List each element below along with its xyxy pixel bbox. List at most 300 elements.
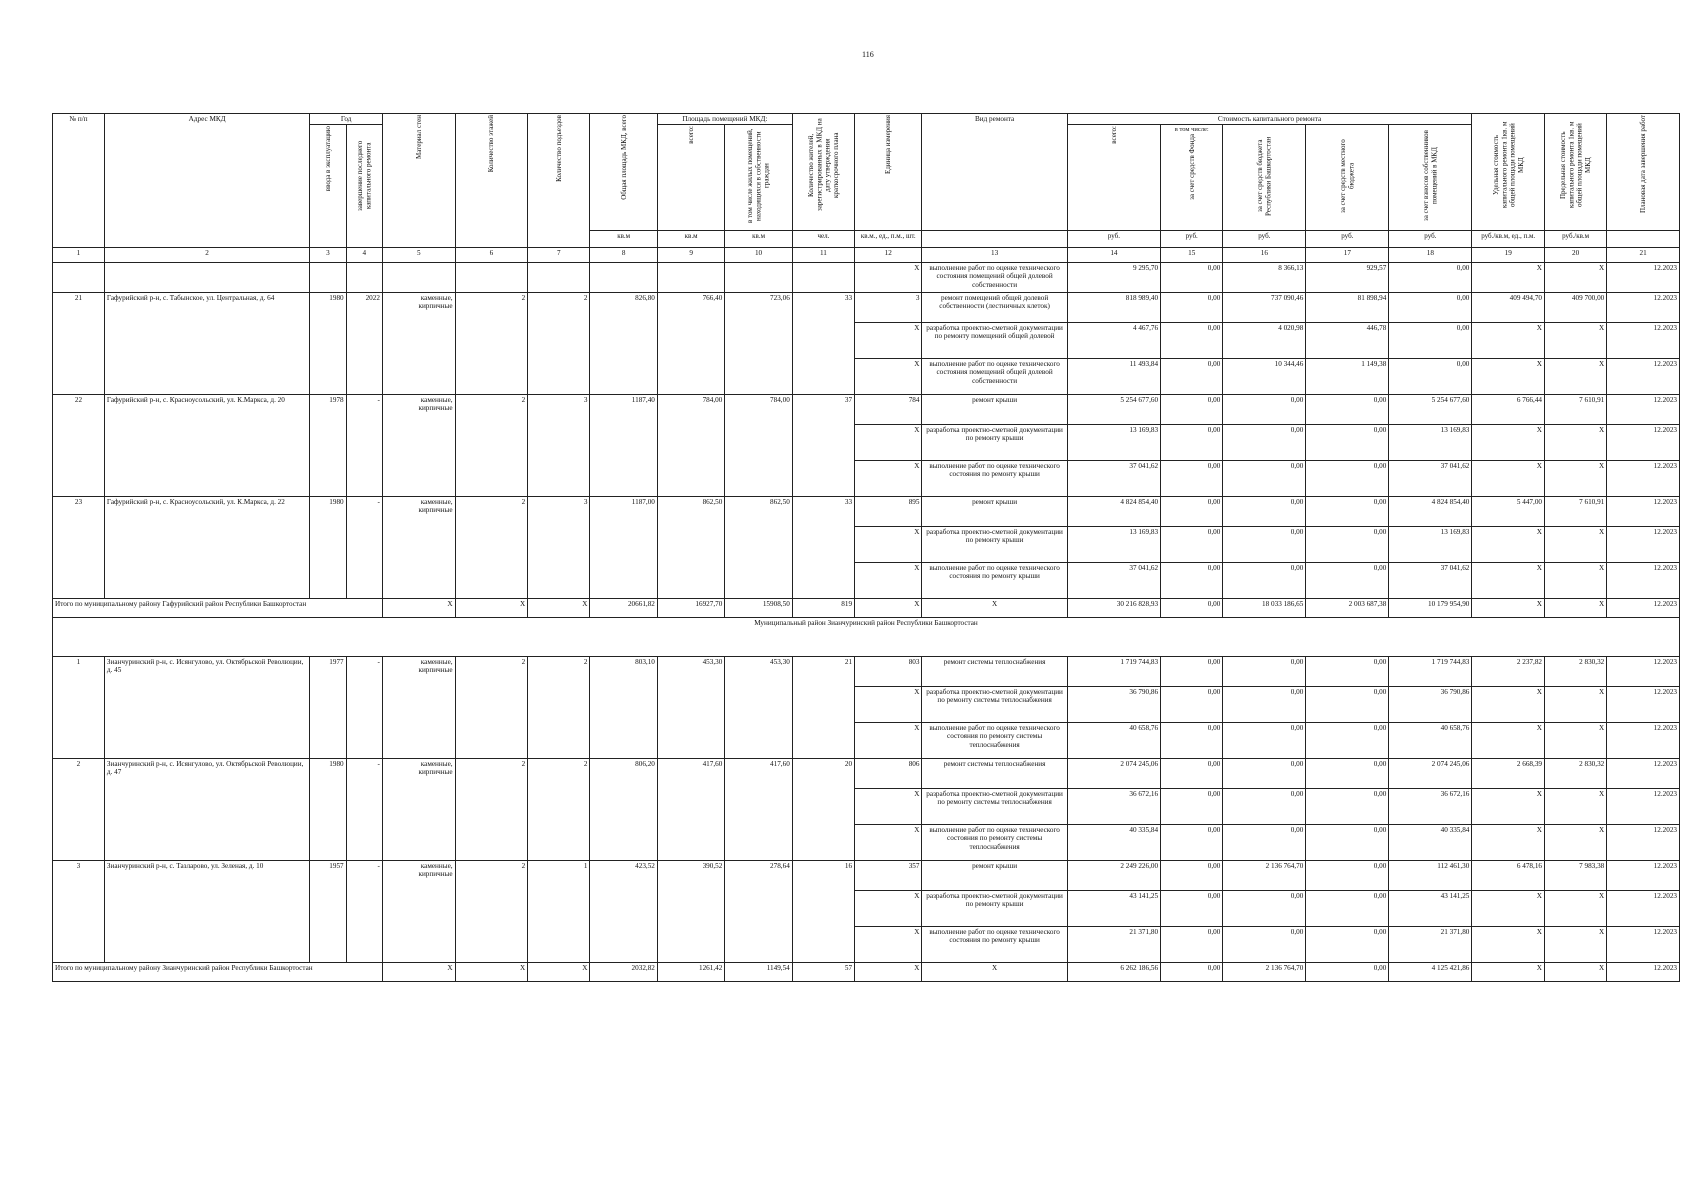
completion-date: 12.2023 bbox=[1607, 292, 1680, 322]
total-entrances: X bbox=[528, 598, 590, 617]
header-col20: Предельная стоимость капитального ремонта 1кв. м общей площади помещений МКД bbox=[1545, 114, 1607, 231]
address: Гафурийский р-н, с. Красноусольский, ул. К.Маркса, д. 20 bbox=[104, 394, 309, 496]
wall-material: каменные, кирпичные bbox=[382, 292, 455, 394]
work-kind: ремонт крыши bbox=[922, 860, 1067, 890]
work-unit: X bbox=[855, 262, 922, 292]
cost-fund: 0,00 bbox=[1161, 722, 1223, 758]
floors: 2 bbox=[455, 292, 528, 394]
residents: 16 bbox=[792, 860, 854, 962]
unit-cell: кв.м., ед., п.м., шт. bbox=[855, 230, 922, 247]
cost-owners: 36 790,86 bbox=[1389, 686, 1472, 722]
wall-material: каменные, кирпичные bbox=[382, 656, 455, 758]
address: Гафурийский р-н, с. Красноусольский, ул. К.Маркса, д. 22 bbox=[104, 496, 309, 598]
year-commissioned: 1957 bbox=[310, 860, 346, 962]
total-residents: 819 bbox=[792, 598, 854, 617]
residents: 20 bbox=[792, 758, 854, 860]
work-unit: 357 bbox=[855, 860, 922, 890]
cost-owners: 36 672,16 bbox=[1389, 788, 1472, 824]
total-fund: 0,00 bbox=[1161, 962, 1223, 981]
total-rb: 2 136 764,70 bbox=[1223, 962, 1306, 981]
work-kind: разработка проектно-сметной документации по ремонту помещений общей долевой bbox=[922, 322, 1067, 358]
header-col8: Общая площадь МКД, всего bbox=[590, 114, 657, 231]
cost-total: 5 254 677,60 bbox=[1067, 394, 1160, 424]
completion-date: 12.2023 bbox=[1607, 424, 1680, 460]
cost-total: 37 041,62 bbox=[1067, 562, 1160, 598]
specific-cost: 2 237,82 bbox=[1472, 656, 1545, 686]
column-number: 21 bbox=[1607, 247, 1680, 262]
limit-cost: X bbox=[1545, 460, 1607, 496]
cost-owners: 4 824 854,40 bbox=[1389, 496, 1472, 526]
area-rooms: 784,00 bbox=[657, 394, 724, 496]
column-number: 7 bbox=[528, 247, 590, 262]
work-kind: выполнение работ по оценке технического состояния по ремонту системы теплоснабжения bbox=[922, 824, 1067, 860]
work-unit: 784 bbox=[855, 394, 922, 424]
total-row bbox=[53, 962, 1680, 981]
work-kind: разработка проектно-сметной документации по ремонту крыши bbox=[922, 424, 1067, 460]
cost-owners: 21 371,80 bbox=[1389, 926, 1472, 962]
limit-cost: X bbox=[1545, 562, 1607, 598]
limit-cost: X bbox=[1545, 926, 1607, 962]
limit-cost: 2 830,32 bbox=[1545, 656, 1607, 686]
header-col7: Количество подъездов bbox=[528, 114, 590, 248]
unit-cell: кв.м bbox=[657, 230, 724, 247]
empty-cell bbox=[528, 262, 590, 292]
total-entrances: X bbox=[528, 962, 590, 981]
district-row bbox=[53, 617, 1680, 656]
cost-republic: 737 090,46 bbox=[1223, 292, 1306, 322]
total-owners: 10 179 954,90 bbox=[1389, 598, 1472, 617]
cost-owners: 13 169,83 bbox=[1389, 526, 1472, 562]
cost-local: 929,57 bbox=[1306, 262, 1389, 292]
area-rooms: 862,50 bbox=[657, 496, 724, 598]
area-living: 723,06 bbox=[725, 292, 792, 394]
work-unit: X bbox=[855, 890, 922, 926]
unit-cell: руб. bbox=[1161, 230, 1223, 247]
cost-total: 40 658,76 bbox=[1067, 722, 1160, 758]
specific-cost: X bbox=[1472, 890, 1545, 926]
year-last-repair: - bbox=[346, 860, 382, 962]
capital-repair-table bbox=[52, 113, 1680, 982]
cost-republic: 0,00 bbox=[1223, 890, 1306, 926]
row-number: 1 bbox=[53, 656, 105, 758]
completion-date: 12.2023 bbox=[1607, 686, 1680, 722]
header-area-group: Площадь помещений МКД: bbox=[657, 114, 792, 125]
work-kind: ремонт системы теплоснабжения bbox=[922, 656, 1067, 686]
cost-total: 2 249 226,00 bbox=[1067, 860, 1160, 890]
header-year-group: Год bbox=[310, 114, 383, 125]
total-material: X bbox=[382, 962, 455, 981]
total-spec: X bbox=[1472, 598, 1545, 617]
header-col17: за счет средств местного бюджета bbox=[1306, 125, 1389, 230]
total-area_rooms: 1261,42 bbox=[657, 962, 724, 981]
total-area_total: 20661,82 bbox=[590, 598, 657, 617]
cost-owners: 13 169,83 bbox=[1389, 424, 1472, 460]
column-number: 19 bbox=[1472, 247, 1545, 262]
wall-material: каменные, кирпичные bbox=[382, 758, 455, 860]
year-commissioned: 1980 bbox=[310, 292, 346, 394]
entrances: 2 bbox=[528, 292, 590, 394]
header-col9: всего: bbox=[657, 125, 724, 230]
cost-republic: 0,00 bbox=[1223, 722, 1306, 758]
header-col5: Материал стен bbox=[382, 114, 455, 248]
cost-total: 21 371,80 bbox=[1067, 926, 1160, 962]
total-spec: X bbox=[1472, 962, 1545, 981]
cost-local: 0,00 bbox=[1306, 758, 1389, 788]
cost-total: 2 074 245,06 bbox=[1067, 758, 1160, 788]
column-number: 10 bbox=[725, 247, 792, 262]
column-number: 6 bbox=[455, 247, 528, 262]
cost-total: 9 295,70 bbox=[1067, 262, 1160, 292]
cost-fund: 0,00 bbox=[1161, 424, 1223, 460]
cost-fund: 0,00 bbox=[1161, 788, 1223, 824]
limit-cost: 7 610,91 bbox=[1545, 496, 1607, 526]
unit-cell bbox=[1607, 230, 1680, 247]
specific-cost: X bbox=[1472, 460, 1545, 496]
completion-date: 12.2023 bbox=[1607, 656, 1680, 686]
completion-date: 12.2023 bbox=[1607, 860, 1680, 890]
total-unit: X bbox=[855, 962, 922, 981]
work-unit: X bbox=[855, 322, 922, 358]
column-number: 12 bbox=[855, 247, 922, 262]
limit-cost: 409 700,00 bbox=[1545, 292, 1607, 322]
total-label: Итого по муниципальному району Гафурийский район Республики Башкортостан bbox=[53, 598, 383, 617]
column-number: 4 bbox=[346, 247, 382, 262]
cost-fund: 0,00 bbox=[1161, 460, 1223, 496]
table-body bbox=[53, 262, 1680, 981]
cost-republic: 0,00 bbox=[1223, 758, 1306, 788]
specific-cost: 5 447,00 bbox=[1472, 496, 1545, 526]
column-number-row bbox=[53, 247, 1680, 262]
cost-fund: 0,00 bbox=[1161, 292, 1223, 322]
cost-total: 13 169,83 bbox=[1067, 526, 1160, 562]
cost-total: 4 467,76 bbox=[1067, 322, 1160, 358]
header-col16: за счет средств бюджета Республики Башкортостан bbox=[1223, 125, 1306, 230]
completion-date: 12.2023 bbox=[1607, 322, 1680, 358]
total-area_living: 15908,50 bbox=[725, 598, 792, 617]
residents: 21 bbox=[792, 656, 854, 758]
table-row bbox=[53, 656, 1680, 686]
completion-date: 12.2023 bbox=[1607, 824, 1680, 860]
cost-local: 0,00 bbox=[1306, 824, 1389, 860]
cost-fund: 0,00 bbox=[1161, 890, 1223, 926]
area-total: 1187,40 bbox=[590, 394, 657, 496]
row-number: 21 bbox=[53, 292, 105, 394]
district-title: Муниципальный район Зианчуринский район Республики Башкортостан bbox=[53, 617, 1680, 656]
total-area_total: 2032,82 bbox=[590, 962, 657, 981]
cost-fund: 0,00 bbox=[1161, 758, 1223, 788]
cost-republic: 0,00 bbox=[1223, 394, 1306, 424]
work-unit: X bbox=[855, 358, 922, 394]
specific-cost: 409 494,70 bbox=[1472, 292, 1545, 322]
header-col19: Удельная стоимость капитального ремонта 1кв. м общей площади помещений МКД bbox=[1472, 114, 1545, 231]
limit-cost: X bbox=[1545, 890, 1607, 926]
year-last-repair: 2022 bbox=[346, 292, 382, 394]
total-rb: 18 033 186,65 bbox=[1223, 598, 1306, 617]
cost-republic: 0,00 bbox=[1223, 656, 1306, 686]
work-unit: 3 bbox=[855, 292, 922, 322]
area-rooms: 390,52 bbox=[657, 860, 724, 962]
entrances: 1 bbox=[528, 860, 590, 962]
cost-fund: 0,00 bbox=[1161, 322, 1223, 358]
table-row bbox=[53, 394, 1680, 424]
limit-cost: X bbox=[1545, 358, 1607, 394]
area-living: 862,50 bbox=[725, 496, 792, 598]
completion-date: 12.2023 bbox=[1607, 890, 1680, 926]
column-number: 16 bbox=[1223, 247, 1306, 262]
completion-date: 12.2023 bbox=[1607, 758, 1680, 788]
empty-cell bbox=[310, 262, 346, 292]
area-total: 423,52 bbox=[590, 860, 657, 962]
empty-cell bbox=[725, 262, 792, 292]
cost-total: 11 493,84 bbox=[1067, 358, 1160, 394]
work-kind: ремонт помещений общей долевой собственности (лестничных клеток) bbox=[922, 292, 1067, 322]
cost-total: 37 041,62 bbox=[1067, 460, 1160, 496]
specific-cost: X bbox=[1472, 358, 1545, 394]
header-col2: Адрес МКД bbox=[104, 114, 309, 248]
cost-fund: 0,00 bbox=[1161, 926, 1223, 962]
completion-date: 12.2023 bbox=[1607, 496, 1680, 526]
year-last-repair: - bbox=[346, 656, 382, 758]
total-limit: X bbox=[1545, 962, 1607, 981]
cost-owners: 43 141,25 bbox=[1389, 890, 1472, 926]
total-fund: 0,00 bbox=[1161, 598, 1223, 617]
row-number: 3 bbox=[53, 860, 105, 962]
year-commissioned: 1978 bbox=[310, 394, 346, 496]
floors: 2 bbox=[455, 394, 528, 496]
column-number: 20 bbox=[1545, 247, 1607, 262]
work-unit: X bbox=[855, 722, 922, 758]
unit-cell: руб. bbox=[1306, 230, 1389, 247]
row-number: 23 bbox=[53, 496, 105, 598]
specific-cost: X bbox=[1472, 788, 1545, 824]
unit-cell bbox=[922, 230, 1067, 247]
work-unit: 895 bbox=[855, 496, 922, 526]
work-unit: X bbox=[855, 526, 922, 562]
cost-fund: 0,00 bbox=[1161, 358, 1223, 394]
work-kind: ремонт системы теплоснабжения bbox=[922, 758, 1067, 788]
cost-local: 0,00 bbox=[1306, 926, 1389, 962]
limit-cost: X bbox=[1545, 262, 1607, 292]
cost-republic: 0,00 bbox=[1223, 460, 1306, 496]
table-row bbox=[53, 496, 1680, 526]
header-col3: ввода в эксплуатацию bbox=[310, 125, 346, 247]
limit-cost: X bbox=[1545, 722, 1607, 758]
cost-republic: 0,00 bbox=[1223, 496, 1306, 526]
table-row bbox=[53, 758, 1680, 788]
total-total: 30 216 828,93 bbox=[1067, 598, 1160, 617]
cost-republic: 10 344,46 bbox=[1223, 358, 1306, 394]
column-number: 8 bbox=[590, 247, 657, 262]
area-living: 453,30 bbox=[725, 656, 792, 758]
completion-date: 12.2023 bbox=[1607, 262, 1680, 292]
total-label: Итого по муниципальному району Зианчуринский район Республики Башкортостан bbox=[53, 962, 383, 981]
cost-local: 0,00 bbox=[1306, 656, 1389, 686]
page-number: 116 bbox=[862, 50, 874, 59]
work-unit: X bbox=[855, 460, 922, 496]
cost-fund: 0,00 bbox=[1161, 526, 1223, 562]
wall-material: каменные, кирпичные bbox=[382, 860, 455, 962]
cost-local: 0,00 bbox=[1306, 788, 1389, 824]
floors: 2 bbox=[455, 758, 528, 860]
empty-cell bbox=[382, 262, 455, 292]
total-local: 2 003 687,38 bbox=[1306, 598, 1389, 617]
cost-total: 818 989,40 bbox=[1067, 292, 1160, 322]
floors: 2 bbox=[455, 496, 528, 598]
entrances: 3 bbox=[528, 496, 590, 598]
cost-total: 1 719 744,83 bbox=[1067, 656, 1160, 686]
year-commissioned: 1980 bbox=[310, 758, 346, 860]
cost-owners: 0,00 bbox=[1389, 358, 1472, 394]
residents: 37 bbox=[792, 394, 854, 496]
work-kind: ремонт крыши bbox=[922, 394, 1067, 424]
area-rooms: 417,60 bbox=[657, 758, 724, 860]
unit-cell: кв.м bbox=[725, 230, 792, 247]
cost-owners: 40 658,76 bbox=[1389, 722, 1472, 758]
cost-fund: 0,00 bbox=[1161, 262, 1223, 292]
specific-cost: X bbox=[1472, 686, 1545, 722]
specific-cost: X bbox=[1472, 562, 1545, 598]
empty-cell bbox=[590, 262, 657, 292]
work-unit: X bbox=[855, 686, 922, 722]
work-kind: разработка проектно-сметной документации по ремонту крыши bbox=[922, 526, 1067, 562]
cost-republic: 0,00 bbox=[1223, 686, 1306, 722]
work-unit: X bbox=[855, 824, 922, 860]
total-local: 0,00 bbox=[1306, 962, 1389, 981]
cost-owners: 5 254 677,60 bbox=[1389, 394, 1472, 424]
specific-cost: X bbox=[1472, 722, 1545, 758]
cost-owners: 1 719 744,83 bbox=[1389, 656, 1472, 686]
cost-owners: 37 041,62 bbox=[1389, 460, 1472, 496]
cost-total: 43 141,25 bbox=[1067, 890, 1160, 926]
total-total: 6 262 186,56 bbox=[1067, 962, 1160, 981]
specific-cost: X bbox=[1472, 824, 1545, 860]
cost-republic: 8 366,13 bbox=[1223, 262, 1306, 292]
total-unit: X bbox=[855, 598, 922, 617]
cost-fund: 0,00 bbox=[1161, 562, 1223, 598]
unit-cell: руб. bbox=[1389, 230, 1472, 247]
cost-republic: 0,00 bbox=[1223, 788, 1306, 824]
wall-material: каменные, кирпичные bbox=[382, 394, 455, 496]
specific-cost: 6 478,16 bbox=[1472, 860, 1545, 890]
wall-material: каменные, кирпичные bbox=[382, 496, 455, 598]
column-number: 5 bbox=[382, 247, 455, 262]
work-kind: разработка проектно-сметной документации по ремонту крыши bbox=[922, 890, 1067, 926]
area-rooms: 766,40 bbox=[657, 292, 724, 394]
address: Зианчуринский р-н, с. Тазларово, ул. Зеленая, д. 10 bbox=[104, 860, 309, 962]
column-number: 17 bbox=[1306, 247, 1389, 262]
limit-cost: 2 830,32 bbox=[1545, 758, 1607, 788]
total-row bbox=[53, 598, 1680, 617]
area-rooms: 453,30 bbox=[657, 656, 724, 758]
limit-cost: X bbox=[1545, 824, 1607, 860]
total-owners: 4 125 421,86 bbox=[1389, 962, 1472, 981]
header-col1: № п/п bbox=[53, 114, 105, 248]
work-unit: X bbox=[855, 788, 922, 824]
work-kind: выполнение работ по оценке технического состояния помещений общей долевой собственности bbox=[922, 358, 1067, 394]
cost-republic: 0,00 bbox=[1223, 926, 1306, 962]
limit-cost: X bbox=[1545, 322, 1607, 358]
header-col12: Единица измерения bbox=[855, 114, 922, 231]
cost-owners: 2 074 245,06 bbox=[1389, 758, 1472, 788]
empty-cell bbox=[792, 262, 854, 292]
total-area_living: 1149,54 bbox=[725, 962, 792, 981]
cost-fund: 0,00 bbox=[1161, 824, 1223, 860]
area-living: 417,60 bbox=[725, 758, 792, 860]
cost-owners: 0,00 bbox=[1389, 262, 1472, 292]
limit-cost: 7 983,38 bbox=[1545, 860, 1607, 890]
completion-date: 12.2023 bbox=[1607, 526, 1680, 562]
cost-fund: 0,00 bbox=[1161, 656, 1223, 686]
cost-fund: 0,00 bbox=[1161, 860, 1223, 890]
completion-date: 12.2023 bbox=[1607, 562, 1680, 598]
area-total: 803,10 bbox=[590, 656, 657, 758]
column-number: 3 bbox=[310, 247, 346, 262]
total-kind: X bbox=[922, 598, 1067, 617]
cost-owners: 40 335,84 bbox=[1389, 824, 1472, 860]
floors: 2 bbox=[455, 860, 528, 962]
cost-local: 0,00 bbox=[1306, 460, 1389, 496]
empty-cell bbox=[455, 262, 528, 292]
header-col4: завершение последнего капитального ремонта bbox=[346, 125, 382, 247]
cost-republic: 0,00 bbox=[1223, 526, 1306, 562]
cost-local: 0,00 bbox=[1306, 686, 1389, 722]
unit-cell: руб./кв.м bbox=[1545, 230, 1607, 247]
area-living: 278,64 bbox=[725, 860, 792, 962]
table-row bbox=[53, 292, 1680, 322]
work-kind: разработка проектно-сметной документации по ремонту системы теплоснабжения bbox=[922, 686, 1067, 722]
cost-owners: 0,00 bbox=[1389, 292, 1472, 322]
limit-cost: 7 610,91 bbox=[1545, 394, 1607, 424]
header-col21: Плановая дата завершения работ bbox=[1607, 114, 1680, 231]
address: Гафурийский р-н, с. Табынское, ул. Центральная, д. 64 bbox=[104, 292, 309, 394]
header-incl: в том числе: bbox=[1174, 126, 1209, 134]
cost-total: 13 169,83 bbox=[1067, 424, 1160, 460]
address: Зианчуринский р-н, с. Исянгулово, ул. Октябрьской Революции, д. 47 bbox=[104, 758, 309, 860]
completion-date: 12.2023 bbox=[1607, 788, 1680, 824]
cost-total: 4 824 854,40 bbox=[1067, 496, 1160, 526]
work-unit: X bbox=[855, 424, 922, 460]
limit-cost: X bbox=[1545, 526, 1607, 562]
header-col11: Количество жителей, зарегистрированных в МКД на дату утверждения краткосрочного плана bbox=[792, 114, 854, 231]
cost-owners: 37 041,62 bbox=[1389, 562, 1472, 598]
empty-cell bbox=[53, 262, 105, 292]
area-living: 784,00 bbox=[725, 394, 792, 496]
entrances: 2 bbox=[528, 758, 590, 860]
cost-local: 0,00 bbox=[1306, 722, 1389, 758]
empty-cell bbox=[657, 262, 724, 292]
column-number: 2 bbox=[104, 247, 309, 262]
completion-date: 12.2023 bbox=[1607, 722, 1680, 758]
work-unit: X bbox=[855, 562, 922, 598]
work-unit: X bbox=[855, 926, 922, 962]
table-row bbox=[53, 262, 1680, 292]
work-kind: выполнение работ по оценке технического состояния помещений общей долевой собственности bbox=[922, 262, 1067, 292]
unit-cell: руб. bbox=[1223, 230, 1306, 247]
completion-date: 12.2023 bbox=[1607, 394, 1680, 424]
total-residents: 57 bbox=[792, 962, 854, 981]
header-col14: всего: bbox=[1067, 125, 1160, 230]
cost-total: 36 790,86 bbox=[1067, 686, 1160, 722]
limit-cost: X bbox=[1545, 686, 1607, 722]
floors: 2 bbox=[455, 656, 528, 758]
header-cost-group: Стоимость капитального ремонта bbox=[1067, 114, 1472, 125]
year-commissioned: 1980 bbox=[310, 496, 346, 598]
cost-owners: 112 461,30 bbox=[1389, 860, 1472, 890]
total-floors: X bbox=[455, 962, 528, 981]
address: Зианчуринский р-н, с. Исянгулово, ул. Октябрьской Революции, д. 45 bbox=[104, 656, 309, 758]
cost-owners: 0,00 bbox=[1389, 322, 1472, 358]
column-number: 14 bbox=[1067, 247, 1160, 262]
